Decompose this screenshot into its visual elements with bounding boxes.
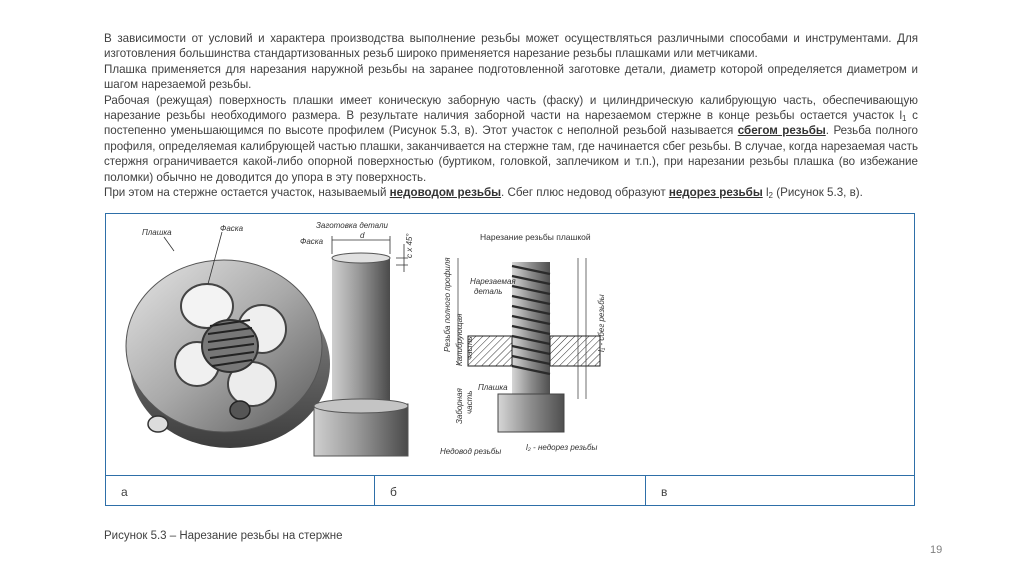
rod-base xyxy=(498,394,564,432)
rod-head-top xyxy=(314,399,408,413)
paragraph-4-text-a: При этом на стержне остается участок, называемый xyxy=(104,186,390,200)
label-l1: l₁ - сбег резьбы xyxy=(597,294,606,352)
paragraph-4 xyxy=(104,185,918,200)
label-plashka-c: Плашка xyxy=(478,383,508,392)
paragraph-3-text-b: с постепенно уменьшающимся по высоте профилем (Рисунок 5.3, в). Этот участок с неполной резьбой называется xyxy=(104,109,918,138)
panel-b-blank-illustration xyxy=(296,214,426,472)
figure-caption: Рисунок 5.3 – Нарезание резьбы на стержне xyxy=(104,530,343,542)
label-faska-b: Фаска xyxy=(300,237,324,246)
panel-c-title: Нарезание резьбы плашкой xyxy=(480,232,591,242)
rod-body xyxy=(332,258,390,406)
term-nedovod-rezby: недоводом резьбы xyxy=(389,186,502,200)
paragraph-3 xyxy=(104,93,918,185)
term-sbeg-rezby: сбегом резьбы xyxy=(737,124,826,138)
panel-c-threading-illustration xyxy=(428,214,628,472)
figure-label-row xyxy=(106,475,914,505)
paragraph-2 xyxy=(104,62,918,93)
paragraph-3-text-c: . Резьба полного профиля, определяемая калибрующей частью плашки, заканчивается на стержне там, где начинается сбег резьбы. В случае, когда нарезаемая часть стержня ограничивается какой-либо опорной поверхностью (буртиком, головкой, заплечиком и т.п.), при нарезании резьбы плашка (во избежание поломки) обычно не доводится до упора в эту поверхность. xyxy=(104,124,918,184)
label-plashka-a: Плашка xyxy=(142,228,172,237)
label-faska-a: Фаска xyxy=(220,224,244,233)
body-text xyxy=(104,31,918,200)
die-screw-hole-1 xyxy=(148,416,168,432)
paragraph-3-text-a: Рабочая (режущая) поверхность плашки имеет коническую заборную часть (фаску) и цилиндрическую калибрующую часть, обеспечивающую нарезание резьбы необходимого размера. В результате наличия заборной части на нарезаемом стержне в конце резьбы остается участок l xyxy=(104,93,918,123)
figure-label-b: б xyxy=(374,476,645,505)
term-nedorez-rezby: недорез резьбы xyxy=(668,186,763,200)
die-screw-hole-2 xyxy=(230,401,250,419)
die-section-right xyxy=(550,336,600,366)
page-number: 19 xyxy=(930,544,943,556)
paragraph-1 xyxy=(104,31,918,62)
paragraph-1-text: В зависимости от условий и характера производства выполнение резьбы может осуществляться различными способами и инструментами. Для изготовления большинства стандартизованных резьб широко применяется нарезание резьбы плашками или метчиками. xyxy=(104,32,918,61)
label-nedovod: Недовод резьбы xyxy=(440,447,502,456)
label-chast-2: часть xyxy=(465,390,474,414)
label-full-profile: Резьба полного профиля xyxy=(443,257,452,352)
paragraph-4-text-d: (Рисунок 5.3, в). xyxy=(773,186,863,200)
label-l2: l₂ - недорез резьбы xyxy=(526,443,598,452)
paragraph-4-text-b: . Сбег плюс недовод образуют xyxy=(501,186,669,200)
label-zabornaya: Заборная xyxy=(455,388,464,424)
label-chast-1: часть xyxy=(465,336,474,360)
label-d: d xyxy=(360,231,365,240)
subscript-2: 2 xyxy=(768,191,773,201)
subscript-1: 1 xyxy=(902,114,907,124)
figure-frame xyxy=(105,213,915,506)
figure-label-c: в xyxy=(645,476,913,505)
figure-label-a: а xyxy=(121,485,128,499)
label-zagotovka: Заготовка детали xyxy=(316,221,388,230)
paragraph-2-text: Плашка применяется для нарезания наружной резьбы на заранее подготовленной заготовке детали, диаметр которой определяется диаметром и шагом нарезаемой резьбы. xyxy=(104,62,918,92)
label-narezaemaya: Нарезаемая xyxy=(470,277,516,286)
die-section-left xyxy=(468,336,512,366)
label-kalibr: Калибрующая xyxy=(455,313,464,366)
label-cx45: c x 45° xyxy=(405,233,414,258)
rod-top xyxy=(332,253,390,263)
label-detal: деталь xyxy=(474,287,503,296)
paragraph-4-text-c: l xyxy=(762,186,769,200)
